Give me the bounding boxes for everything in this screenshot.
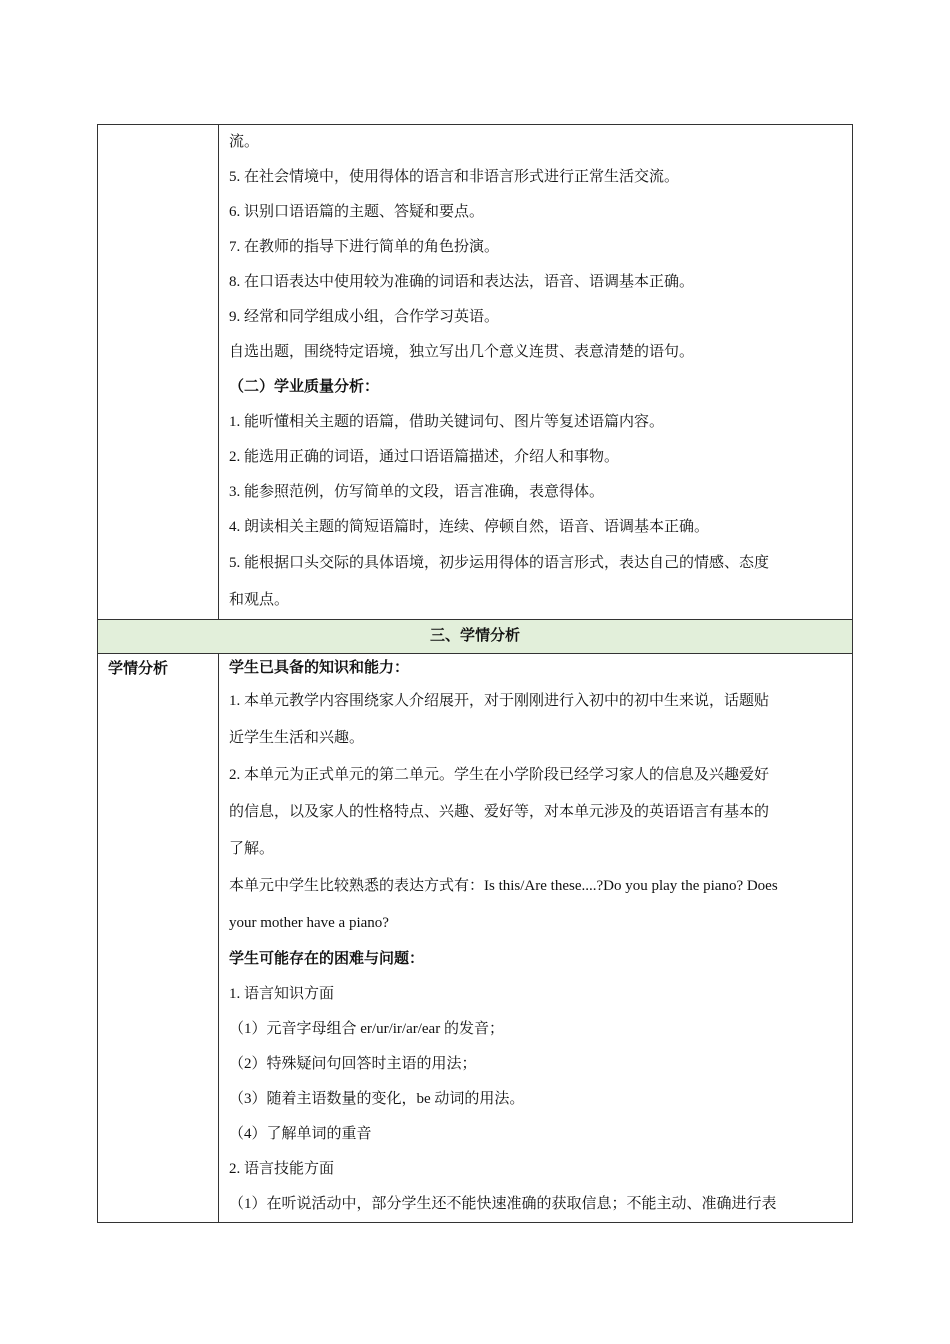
text-line: 7. 在教师的指导下进行简单的角色扮演。 <box>229 239 500 255</box>
text-line: 和观点。 <box>229 592 290 608</box>
text-line: 8. 在口语表达中使用较为准确的词语和表达法，语音、语调基本正确。 <box>229 274 695 290</box>
text-line: 5. 能根据口头交际的具体语境，初步运用得体的语言形式，表达自己的情感、态度 <box>229 555 770 571</box>
text-line: 1. 本单元教学内容围绕家人介绍展开，对于刚刚进行入初中的初中生来说，话题贴 <box>229 693 770 709</box>
table-row <box>98 654 853 1223</box>
standards-cell <box>219 125 853 620</box>
text-line: 5. 在社会情境中，使用得体的语言和非语言形式进行正常生活交流。 <box>229 169 680 185</box>
table-row <box>98 125 853 620</box>
text-line: （4）了解单词的重音 <box>229 1126 372 1142</box>
text-line: 自选出题，围绕特定语境，独立写出几个意义连贯、表意清楚的语句。 <box>229 344 695 360</box>
known-heading: 学生已具备的知识和能力： <box>229 660 410 676</box>
empty-left-cell <box>98 125 219 620</box>
section-header-row <box>98 620 853 654</box>
text-line: （2）特殊疑问句回答时主语的用法； <box>229 1056 477 1072</box>
text-line: 6. 识别口语语篇的主题、答疑和要点。 <box>229 204 485 220</box>
text-line: 流。 <box>229 134 260 150</box>
text-line: 4. 朗读相关主题的简短语篇时，连续、停顿自然，语音、语调基本正确。 <box>229 519 710 535</box>
text-line: 2. 本单元为正式单元的第二单元。学生在小学阶段已经学习家人的信息及兴趣爱好 <box>229 767 770 783</box>
text-line: 本单元中学生比较熟悉的表达方式有：Is this/Are these....?Do you play the piano? Does <box>229 878 778 894</box>
text-line: 2. 语言技能方面 <box>229 1161 335 1177</box>
row-label: 学情分析 <box>108 661 169 677</box>
difficulty-heading: 学生可能存在的困难与问题： <box>229 951 425 967</box>
text-line: 1. 语言知识方面 <box>229 986 335 1002</box>
text-line: 9. 经常和同学组成小组，合作学习英语。 <box>229 309 500 325</box>
section-title: 三、学情分析 <box>98 620 853 654</box>
row-label-cell <box>98 654 219 1223</box>
text-line: 3. 能参照范例，仿写简单的文段，语言准确，表意得体。 <box>229 484 605 500</box>
text-line: （3）随着主语数量的变化，be 动词的用法。 <box>229 1091 525 1107</box>
lesson-plan-table <box>97 124 853 1223</box>
text-line: 近学生生活和兴趣。 <box>229 730 365 746</box>
text-line: 1. 能听懂相关主题的语篇，借助关键词句、图片等复述语篇内容。 <box>229 414 665 430</box>
text-line: your mother have a piano? <box>229 915 389 931</box>
text-line: 的信息，以及家人的性格特点、兴趣、爱好等，对本单元涉及的英语语言有基本的 <box>229 804 770 820</box>
text-line: 2. 能选用正确的词语，通过口语语篇描述，介绍人和事物。 <box>229 449 620 465</box>
text-line: （1）元音字母组合 er/ur/ir/ar/ear 的发音； <box>229 1021 504 1037</box>
analysis-cell <box>219 654 853 1223</box>
text-line: （1）在听说活动中，部分学生还不能快速准确的获取信息；不能主动、准确进行表 <box>229 1196 777 1212</box>
text-line: 了解。 <box>229 841 275 857</box>
quality-heading: （二）学业质量分析： <box>229 379 380 395</box>
